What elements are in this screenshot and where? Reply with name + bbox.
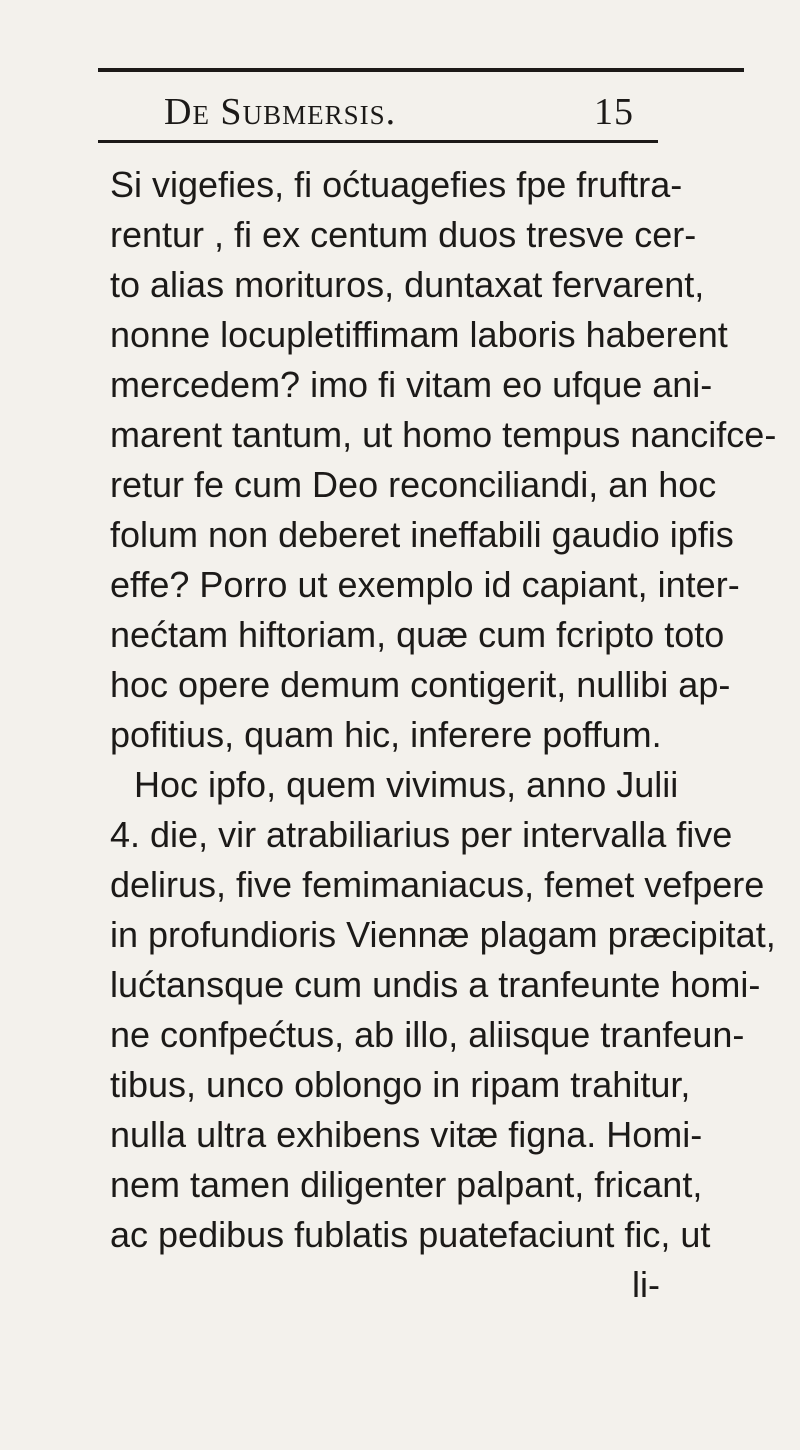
text-line: nem tamen diligenter palpant, fricant, (110, 1164, 703, 1205)
text-line: Hoc ipfo, quem vivimus, anno Julii (134, 764, 679, 805)
running-title: De Submersis. (164, 91, 397, 133)
text-line: tibus, unco oblongo in ripam trahitur, (110, 1064, 691, 1105)
text-line: lućtansque cum undis a tranfeunte homi- (110, 964, 761, 1005)
header-rule (98, 140, 658, 143)
text-line: nonne locupletiffimam laboris haberent (110, 314, 728, 355)
top-rule (98, 68, 744, 72)
body-text (110, 160, 777, 1310)
text-line: in profundioris Viennæ plagam præcipitat, (110, 914, 776, 955)
text-line: Si vigefies, fi oćtuagefies fpe fruftra- (110, 164, 683, 205)
running-header (98, 86, 658, 138)
text-line: delirus, five femimaniacus, femet vefpere (110, 864, 765, 905)
text-line: retur fe cum Deo reconciliandi, an hoc (110, 464, 717, 505)
text-line: ne confpećtus, ab illo, aliisque tranfeun- (110, 1014, 745, 1055)
text-line: to alias morituros, duntaxat fervarent, (110, 264, 705, 305)
text-line: marent tantum, ut homo tempus nancifce- (110, 414, 777, 455)
text-line: nulla ultra exhibens vitæ figna. Homi- (110, 1114, 703, 1155)
text-line: 4. die, vir atrabiliarius per intervalla five (110, 814, 733, 855)
text-line: hoc opere demum contigerit, nullibi ap- (110, 664, 731, 705)
catchword: li- (632, 1264, 660, 1305)
text-line: rentur , fi ex centum duos tresve cer- (110, 214, 697, 255)
text-line: ac pedibus fublatis puatefaciunt fic, ut (110, 1214, 711, 1255)
page-number: 15 (594, 91, 634, 133)
text-line: effe? Porro ut exemplo id capiant, inter- (110, 564, 740, 605)
text-line: folum non deberet ineffabili gaudio ipfis (110, 514, 734, 555)
text-line: nećtam hiftoriam, quæ cum fcripto toto (110, 614, 725, 655)
text-line: mercedem? imo fi vitam eo ufque ani- (110, 364, 713, 405)
text-line: pofitius, quam hic, inferere poffum. (110, 714, 662, 755)
